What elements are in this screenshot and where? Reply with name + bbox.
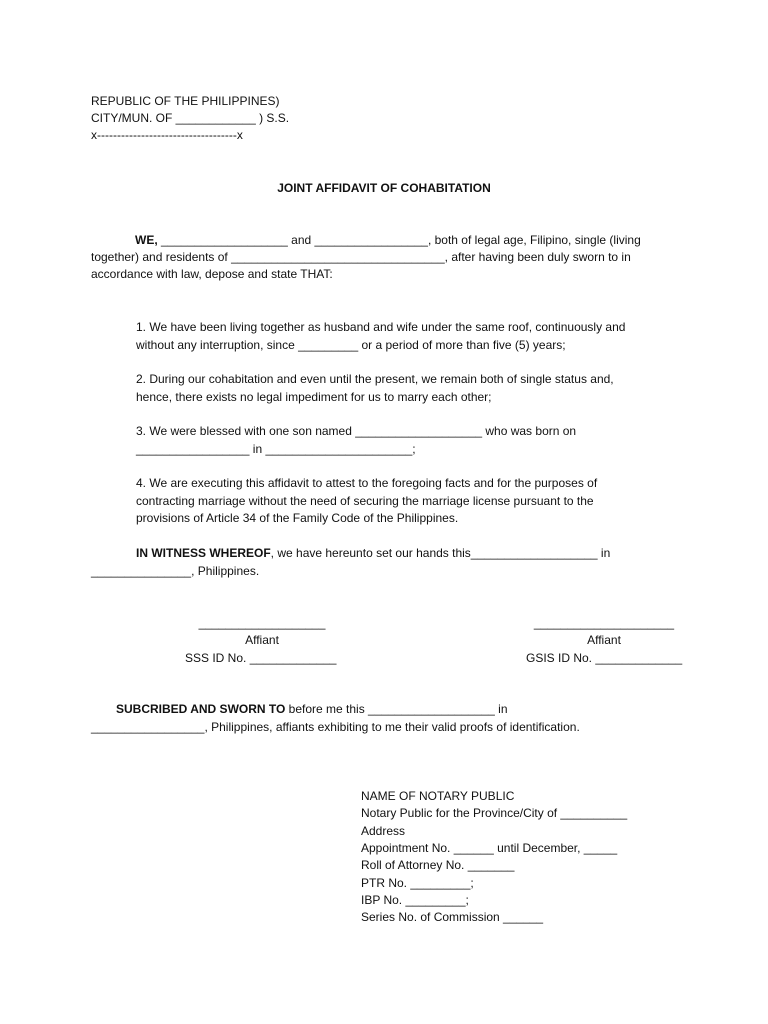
intro-line-1 [91, 232, 641, 249]
signature-line-left: ___________________ [198, 616, 326, 630]
affiant-label-right: Affiant [587, 633, 621, 647]
clause-4-line-1: 4. We are executing this affidavit to attest to the foregoing facts and for the purposes of [136, 476, 598, 490]
notary-series: Series No. of Commission ______ [361, 910, 544, 924]
signature-line-right: _____________________ [533, 616, 675, 630]
affiant-label-left: Affiant [245, 633, 279, 647]
clause-4-line-3: provisions of Article 34 of the Family Code of the Philippines. [136, 511, 459, 525]
clause-1-line-1: 1. We have been living together as husband and wife under the same roof, continuously and [136, 320, 626, 334]
jurat-line-1 [116, 701, 508, 718]
notary-ptr: PTR No. _________; [361, 876, 474, 890]
jurat-label: SUBCRIBED AND SWORN TO [116, 702, 286, 716]
witness-line-1-text: , we have hereunto set our hands this___________________ in [270, 546, 611, 560]
notary-roll-of-attorney: Roll of Attorney No. _______ [361, 858, 515, 872]
witness-label: IN WITNESS WHEREOF [136, 546, 271, 560]
intro-line-1-text: ___________________ and _________________, both of legal age, Filipino, single (living [157, 233, 641, 247]
intro-line-3: accordance with law, depose and state THAT: [91, 267, 333, 281]
witness-line-2: _______________, Philippines. [91, 564, 260, 578]
header-separator: x-----------------------------------x [91, 128, 243, 142]
header-city: CITY/MUN. OF ____________ ) S.S. [91, 111, 290, 125]
clause-1-line-2: without any interruption, since _________ or a period of more than five (5) years; [136, 338, 566, 352]
jurat-line-2: _________________, Philippines, affiants exhibiting to me their valid proofs of identification. [91, 720, 580, 734]
notary-name: NAME OF NOTARY PUBLIC [361, 789, 515, 803]
intro-line-2: together) and residents of ________________________________, after having been duly sworn to in [91, 250, 631, 264]
notary-address: Address [361, 824, 406, 838]
intro-we-label: WE, [135, 233, 158, 247]
document-title: JOINT AFFIDAVIT OF COHABITATION [277, 181, 491, 195]
clause-4-line-2: contracting marriage without the need of securing the marriage license pursuant to the [136, 494, 594, 508]
clause-2-line-2: hence, there exists no legal impediment for us to marry each other; [136, 390, 492, 404]
notary-appointment: Appointment No. ______ until December, _____ [361, 841, 618, 855]
clause-3-line-2: _________________ in ______________________; [136, 442, 416, 456]
clause-3-line-1: 3. We were blessed with one son named ___________________ who was born on [136, 424, 577, 438]
notary-ibp: IBP No. _________; [361, 893, 469, 907]
clause-2-line-1: 2. During our cohabitation and even until the present, we remain both of single status and, [136, 372, 614, 386]
jurat-line-1-text: before me this ___________________ in [285, 702, 508, 716]
witness-line-1 [136, 545, 610, 562]
sss-id-field: SSS ID No. _____________ [185, 651, 337, 665]
header-republic: REPUBLIC OF THE PHILIPPINES) [91, 94, 280, 108]
notary-province: Notary Public for the Province/City of __________ [361, 806, 628, 820]
gsis-id-field: GSIS ID No. _____________ [526, 651, 683, 665]
